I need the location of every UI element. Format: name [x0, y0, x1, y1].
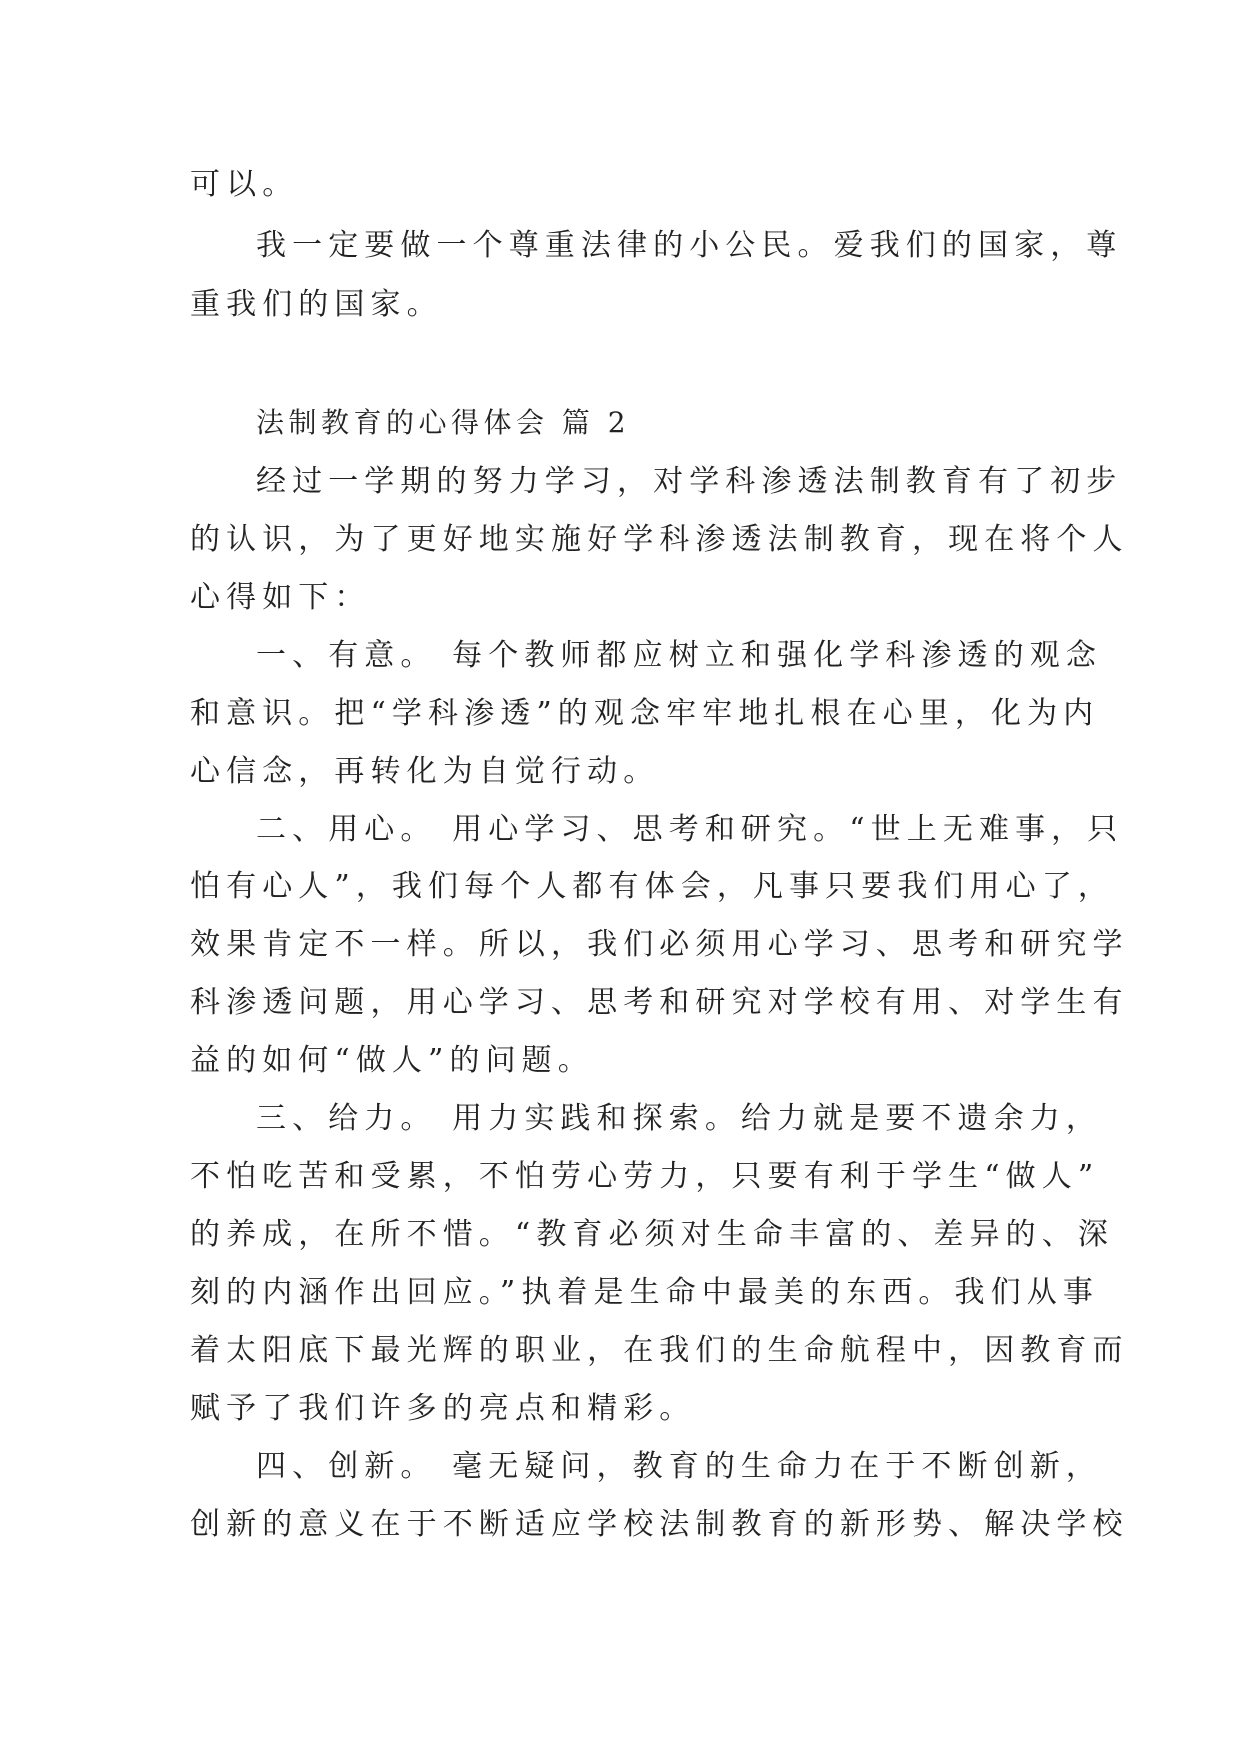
text-line: 的养成，在所不惜。“教育必须对生命丰富的、差异的、深: [190, 1217, 1114, 1252]
text-line: 科渗透问题，用心学习、思考和研究对学校有用、对学生有: [190, 985, 1129, 1020]
text-line: 一、有意。 每个教师都应树立和强化学科渗透的观念: [256, 638, 1102, 673]
text-line: 我一定要做一个尊重法律的小公民。爱我们的国家，尊: [256, 228, 1123, 263]
text-line: 二、用心。 用心学习、思考和研究。“世上无难事，只: [256, 812, 1124, 847]
text-line: 效果肯定不一样。所以，我们必须用心学习、思考和研究学: [190, 927, 1129, 962]
text-line: 怕有心人”，我们每个人都有体会，凡事只要我们用心了，: [190, 869, 1114, 904]
text-line: 和意识。把“学科渗透”的观念牢牢地扎根在心里，化为内: [190, 696, 1100, 731]
text-line: 创新的意义在于不断适应学校法制教育的新形势、解决学校: [190, 1507, 1129, 1542]
text-line: 不怕吃苦和受累，不怕劳心劳力，只要有利于学生“做人”: [190, 1159, 1100, 1194]
text-line: 四、创新。 毫无疑问，教育的生命力在于不断创新，: [256, 1449, 1102, 1484]
text-line: 赋予了我们许多的亮点和精彩。: [190, 1391, 696, 1426]
text-line: 的认识，为了更好地实施好学科渗透法制教育，现在将个人: [190, 522, 1129, 557]
text-line: 心信念，再转化为自觉行动。: [190, 754, 660, 789]
text-line: 心得如下：: [190, 580, 371, 615]
text-line: 重我们的国家。: [190, 287, 443, 322]
text-line: 刻的内涵作出回应。”执着是生命中最美的东西。我们从事: [190, 1275, 1099, 1310]
text-line: 益的如何“做人”的问题。: [190, 1043, 594, 1078]
text-line: 三、给力。 用力实践和探索。给力就是要不遗余力，: [256, 1101, 1102, 1136]
section-heading: 法制教育的心得体会 篇 2: [256, 406, 631, 439]
text-line: 可以。: [190, 167, 299, 202]
text-line: 着太阳底下最光辉的职业，在我们的生命航程中，因教育而: [190, 1333, 1129, 1368]
text-line: 经过一学期的努力学习，对学科渗透法制教育有了初步: [256, 464, 1123, 499]
